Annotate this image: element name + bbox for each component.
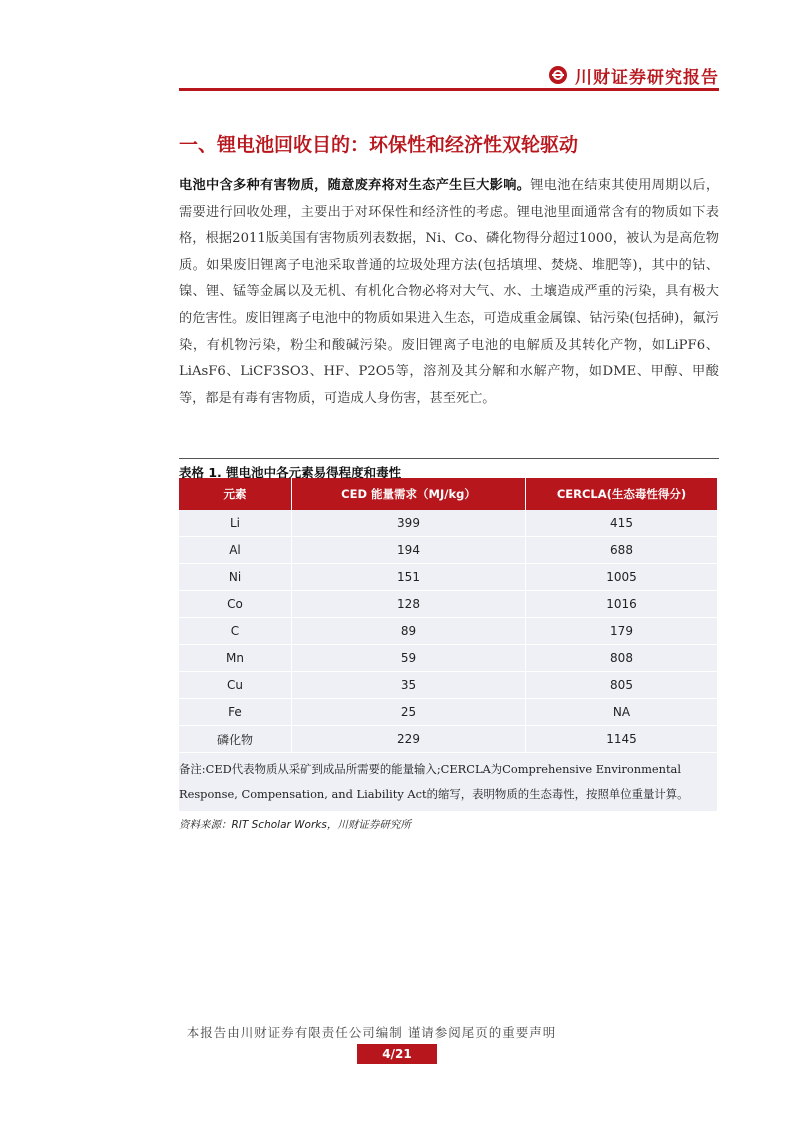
cell-ced: 399: [292, 510, 526, 537]
chuancai-logo-icon: [549, 66, 567, 84]
table-header-row: [179, 478, 717, 510]
cell-ced: 151: [292, 564, 526, 591]
table-row: [179, 672, 717, 699]
element-toxicity-table-block: [179, 458, 719, 832]
header-ced: CED 能量需求（MJ/kg）: [292, 478, 526, 510]
cell-cercla: 808: [526, 645, 717, 672]
page-number: 4/21: [357, 1044, 437, 1064]
table-row: [179, 564, 717, 591]
cell-cercla: 1145: [526, 726, 717, 753]
cell-element: Fe: [179, 699, 292, 726]
cell-ced: 25: [292, 699, 526, 726]
cell-ced: 59: [292, 645, 526, 672]
table-row: [179, 645, 717, 672]
cell-element: Li: [179, 510, 292, 537]
paragraph-body: 锂电池在结束其使用周期以后，需要进行回收处理，主要出于对环保性和经济性的考虑。锂电池里面通常含有的物质如下表格，根据2011版美国有害物质列表数据，Ni、Co、磷化物得分超过1000，被认为是高危物质。如果废旧锂离子电池采取普通的垃圾处理方法(包括填埋、焚烧、堆肥等)，其中的钴、镍、锂、锰等金属以及无机、有机化合物必将对大气、水、土壤造成严重的污染，具有极大的危害性。废旧锂离子电池中的物质如果进入生态，可造成重金属镍、钴污染(包括砷)，氟污染，有机物污染，粉尘和酸碱污染。废旧锂离子电池的电解质及其转化产物，如LiPF6、LiAsF6、LiCF3SO3、HF、P2O5等，溶剂及其分解和水解产物，如DME、甲醇、甲酸等，都是有毒有害物质，可造成人身伤害，甚至死亡。: [179, 178, 720, 406]
brand-name: 川财证券研究报告: [575, 67, 719, 88]
table-note: 备注:CED代表物质从采矿到成品所需要的能量输入;CERCLA为Comprehensive Environmental Response, Compensation, and Liability Act的缩写，表明物质的生态毒性，按照单位重量计算。: [179, 753, 717, 811]
cell-element: Cu: [179, 672, 292, 699]
header-divider: [179, 88, 719, 91]
table-row: [179, 591, 717, 618]
cell-ced: 229: [292, 726, 526, 753]
header-brand: [549, 63, 719, 87]
element-toxicity-table: [179, 478, 717, 753]
table-caption: 表格 1. 锂电池中各元素易得程度和毒性: [179, 458, 719, 478]
cell-cercla: 1016: [526, 591, 717, 618]
cell-cercla: 805: [526, 672, 717, 699]
cell-ced: 35: [292, 672, 526, 699]
table-row: [179, 618, 717, 645]
table-row: [179, 726, 717, 753]
header-element: 元素: [179, 478, 292, 510]
table-row: [179, 537, 717, 564]
table-row: [179, 510, 717, 537]
cell-element: 磷化物: [179, 726, 292, 753]
body-paragraph: [179, 173, 719, 412]
cell-element: C: [179, 618, 292, 645]
cell-element: Mn: [179, 645, 292, 672]
paragraph-lead: 电池中含多种有害物质，随意废弃将对生态产生巨大影响。: [179, 178, 531, 193]
table-row: [179, 699, 717, 726]
cell-cercla: 1005: [526, 564, 717, 591]
footer-disclaimer: 本报告由川财证券有限责任公司编制 谨请参阅尾页的重要声明: [186, 1025, 557, 1040]
cell-element: Al: [179, 537, 292, 564]
cell-ced: 89: [292, 618, 526, 645]
cell-element: Ni: [179, 564, 292, 591]
cell-cercla: 415: [526, 510, 717, 537]
cell-ced: 128: [292, 591, 526, 618]
table-source: 资料来源：RIT Scholar Works，川财证券研究所: [179, 819, 411, 831]
cell-cercla: NA: [526, 699, 717, 726]
cell-cercla: 179: [526, 618, 717, 645]
header-cercla: CERCLA(生态毒性得分): [526, 478, 717, 510]
cell-ced: 194: [292, 537, 526, 564]
cell-cercla: 688: [526, 537, 717, 564]
section-title: 一、锂电池回收目的：环保性和经济性双轮驱动: [179, 134, 579, 156]
cell-element: Co: [179, 591, 292, 618]
